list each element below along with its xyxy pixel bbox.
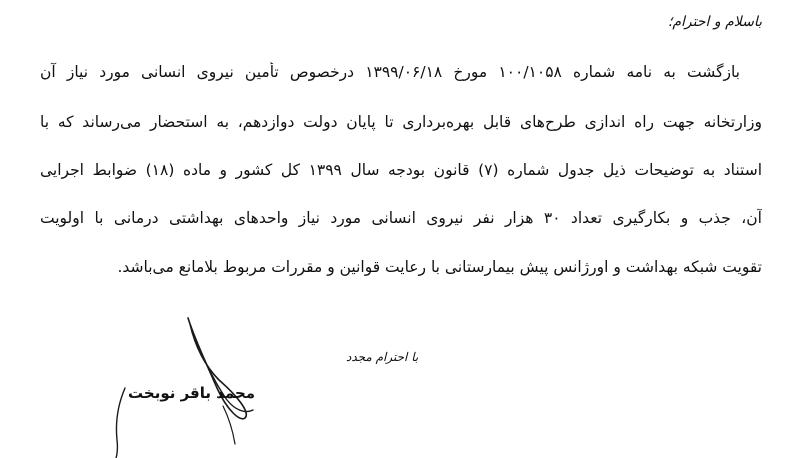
closing-phrase: با احترام مجدد	[346, 350, 419, 364]
letter-body-line-5: تقویت شبکه بهداشت و اورژانس پیش بیمارستانی با رعایت قوانین و مقررات مربوط بلامانع می‌باشد.	[117, 258, 762, 276]
letter-body-line-1: بازگشت به نامه شماره ۱۰۰/۱۰۵۸ مورخ ۱۳۹۹/۰۶/۱۸ درخصوص تأمین نیروی انسانی مورد نیاز آن	[40, 63, 740, 81]
salutation: باسلام و احترام؛	[667, 14, 762, 30]
letter-body-line-2: وزارتخانه جهت راه اندازی طرح‌های قابل بهره‌برداری تا پایان دولت دوازدهم، به استحضار می‌رساند که با	[40, 113, 762, 131]
signer-name: محمد باقر نوبخت	[128, 384, 256, 402]
letter-body-line-3: استناد به توضیحات ذیل جدول شماره (۷) قانون بودجه سال ۱۳۹۹ کل کشور و ماده (۱۸) ضوابط اجرایی	[40, 161, 762, 179]
letter-body-line-4: آن، جذب و بکارگیری تعداد ۳۰ هزار نفر نیروی انسانی مورد نیاز واحدهای بهداشتی درمانی با اولویت	[40, 209, 762, 227]
